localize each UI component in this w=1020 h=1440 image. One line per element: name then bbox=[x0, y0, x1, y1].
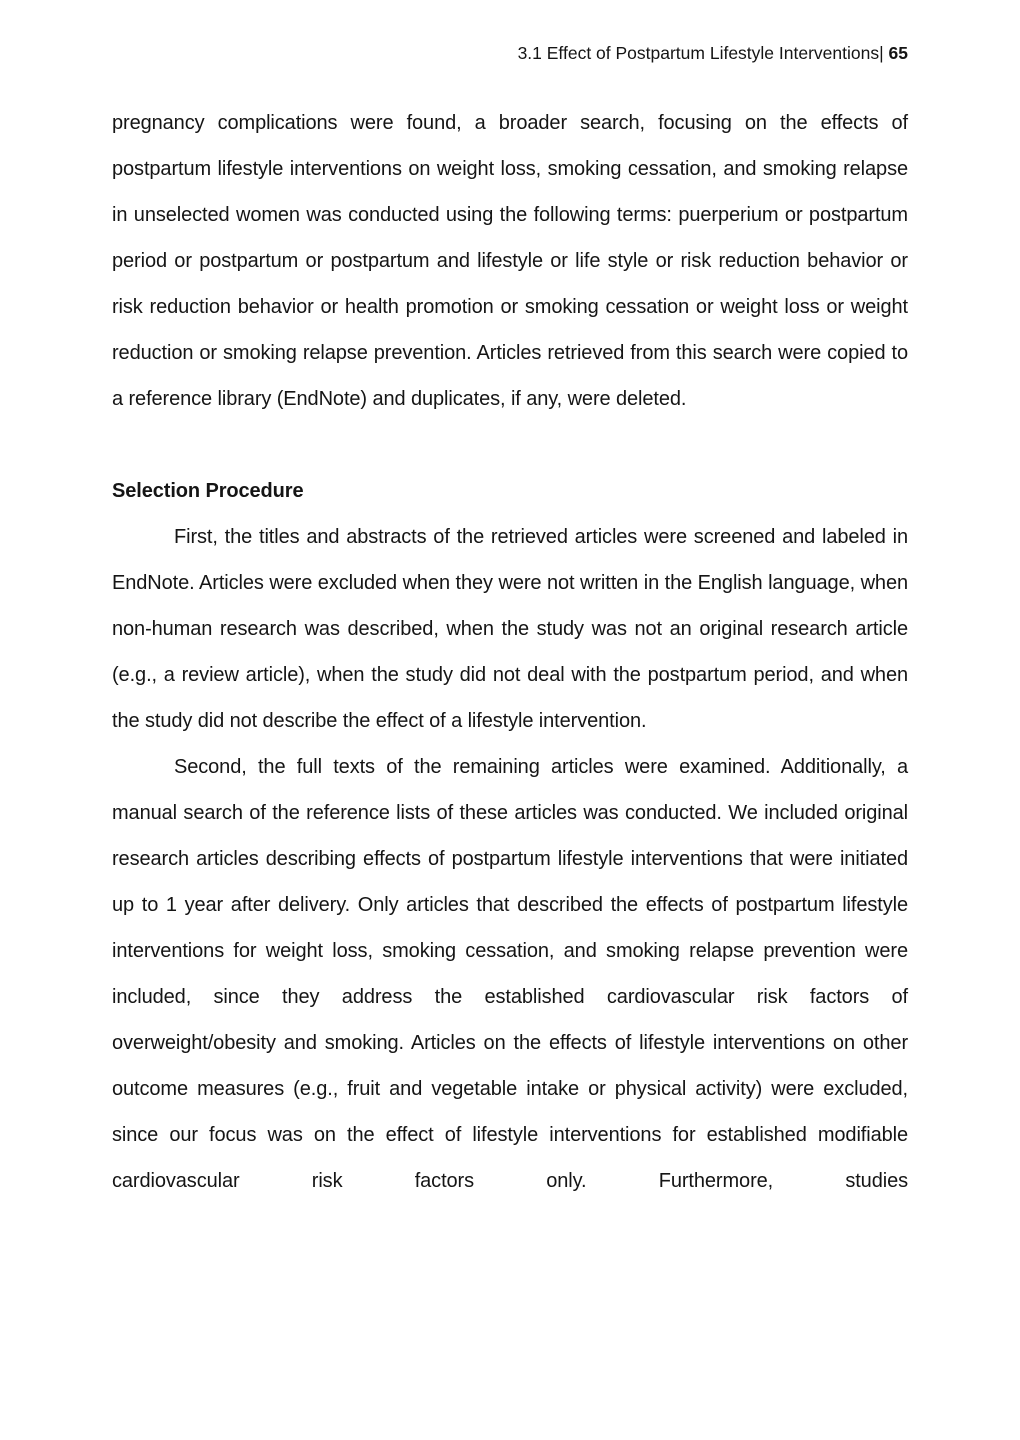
running-header bbox=[518, 42, 908, 64]
header-section-title: 3.1 Effect of Postpartum Lifestyle Interventions bbox=[517, 43, 880, 63]
page-body bbox=[112, 100, 908, 1204]
section-heading-selection-procedure: Selection Procedure bbox=[112, 480, 304, 502]
header-separator: | bbox=[879, 43, 889, 63]
header-page-number: 65 bbox=[888, 43, 908, 63]
paragraph-continuation-search-terms: pregnancy complications were found, a broader search, focusing on the effects of postpartum lifestyle interventions on weight loss, smoking cessation, and smoking relapse in unselected women was conducted using the following terms: puerperium or postpartum period or postpartum or postpartum and lifestyle or life style or risk reduction behavior or risk reduction behavior or health promotion or smoking cessation or weight loss or weight reduction or smoking relapse prevention. Articles retrieved from this search were copied to a reference library (EndNote) and duplicates, if any, were deleted. bbox=[112, 112, 908, 410]
paragraph-first-screening: First, the titles and abstracts of the retrieved articles were screened and labeled in EndNote. Articles were excluded when they were not written in the English language, when non-human research was described, when the study was not an original research article (e.g., a review article), when the study did not deal with the postpartum period, and when the study did not describe the effect of a lifestyle intervention. bbox=[112, 526, 908, 732]
paragraph-second-full-texts: Second, the full texts of the remaining articles were examined. Additionally, a manual search of the reference lists of these articles was conducted. We included original research articles describing effects of postpartum lifestyle interventions that were initiated up to 1 year after delivery. Only articles that described the effects of postpartum lifestyle interventions for weight loss, smoking cessation, and smoking relapse prevention were included, since they address the established cardiovascular risk factors of overweight/obesity and smoking. Articles on the effects of lifestyle interventions on other outcome measures (e.g., fruit and vegetable intake or physical activity) were excluded, since our focus was on the effect of lifestyle interventions for established modifiable cardiovascular risk factors only. Furthermore, studies bbox=[112, 756, 908, 1192]
